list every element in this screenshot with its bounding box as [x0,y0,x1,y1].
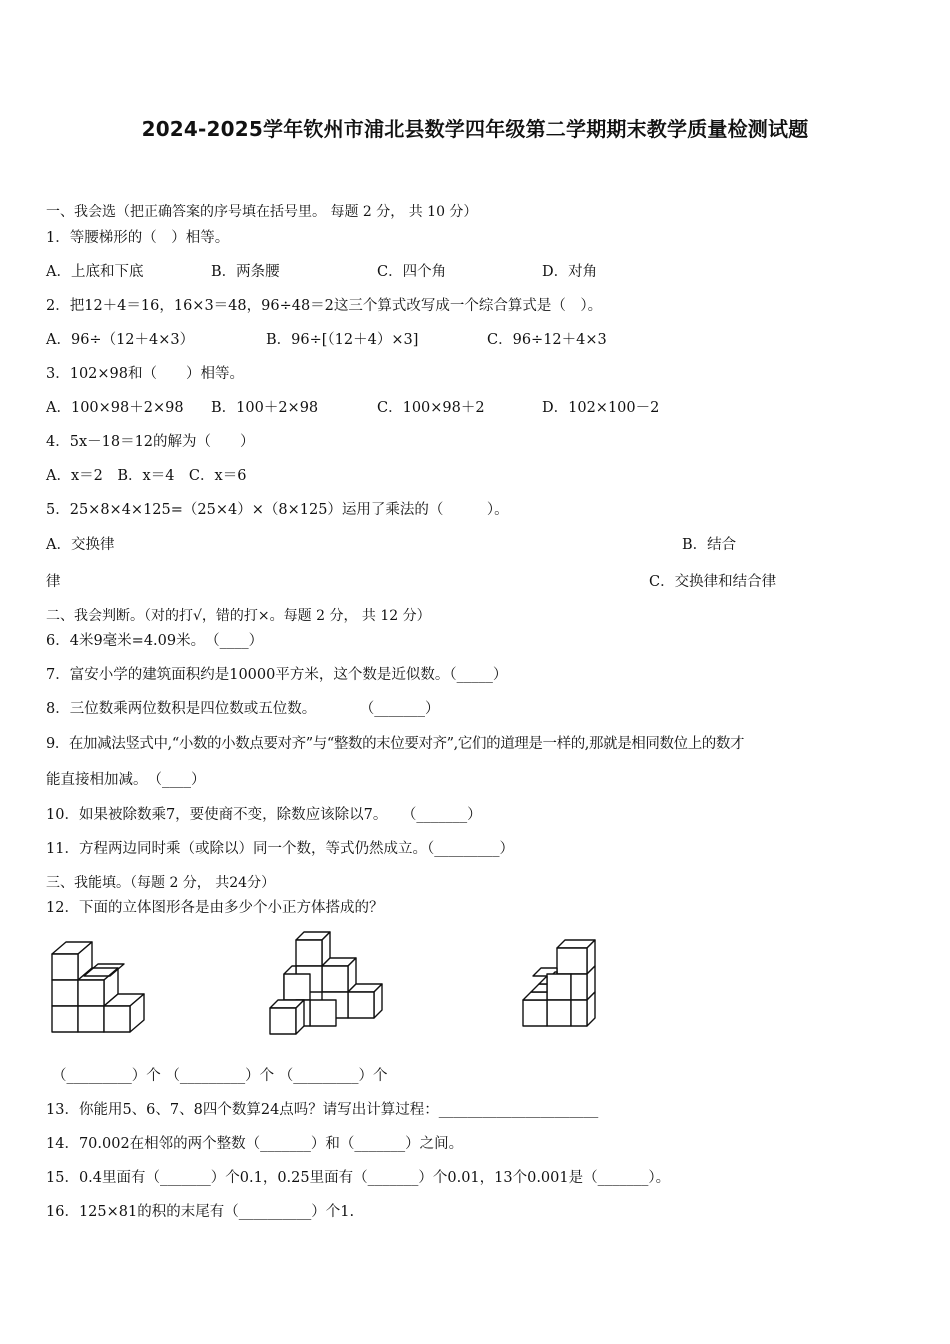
q3-option-c: C．100×98＋2 [377,400,485,416]
q2-option-c: C．96÷12＋4×3 [487,332,607,348]
q2-option-a: A．96÷（12＋4×3） [46,332,195,348]
question-7: 7．富安小学的建筑面积约是10000平方米，这个数是近似数。（_____） [46,667,508,683]
question-9: 9．在加减法竖式中,“小数的小数点要对齐”与“整数的末位要对齐”,它们的道理是一样的,那就是相同数位上的数才 [46,736,745,752]
section-2-heading: 二、我会判断。（对的打√，错的打×。每题 2 分， 共 12 分） [46,608,431,624]
q5-option-b-cont: 律 [46,574,61,590]
q3-option-d: D．102×100－2 [542,400,660,416]
q1-option-c: C．四个角 [377,264,447,280]
question-9-cont: 能直接相加减。 （____） [46,772,206,788]
q5-option-b: B．结合 [682,537,737,553]
question-4: 4．5x－18＝12的解为（ ） [46,434,255,450]
q1-option-d: D．对角 [542,264,598,280]
question-14: 14．70.002在相邻的两个整数（_______）和（_______）之间。 [46,1136,464,1152]
q5-option-a: A．交换律 [46,537,115,553]
cube-figure-1 [44,936,156,1040]
question-12: 12．下面的立体图形各是由多少个小正方体搭成的？ [46,900,384,916]
question-10: 10．如果被除数乘7，要使商不变，除数应该除以7。 （_______） [46,807,482,823]
question-11: 11．方程两边同时乘（或除以）同一个数，等式仍然成立。（_________） [46,841,514,857]
q1-option-a: A．上底和下底 [46,264,144,280]
section-3-heading: 三、我能填。（每题 2 分， 共24分） [46,875,276,891]
q12-answer-blanks[interactable]: （_________）个 （_________）个 （_________）个 [52,1068,388,1084]
q3-option-a: A．100×98＋2×98 [46,400,184,416]
cube-figure-2 [266,928,390,1040]
question-5: 5．25×8×4×125=（25×4）×（8×125）运用了乘法的（ ）。 [46,502,509,518]
question-13: 13．你能用5、6、7、8四个数算24点吗？请写出计算过程：______________________ [46,1102,599,1118]
section-1-heading: 一、我会选（把正确答案的序号填在括号里。 每题 2 分， 共 10 分） [46,204,478,220]
q2-option-b: B．96÷[（12＋4）×3] [266,332,419,348]
cube-figure-3 [517,936,603,1040]
q5-option-c: C．交换律和结合律 [649,574,777,590]
question-1: 1．等腰梯形的（ ）相等。 [46,230,230,246]
q1-option-b: B．两条腰 [211,264,280,280]
question-3: 3．102×98和（ ）相等。 [46,366,245,382]
q4-options: A．x＝2 B．x＝4 C．x＝6 [46,468,247,484]
q3-option-b: B．100＋2×98 [211,400,319,416]
question-8: 8．三位数乘两位数积是四位数或五位数。 （_______） [46,701,440,717]
question-6: 6．4米9毫米=4.09米。 （____） [46,633,264,649]
page-title: 2024-2025学年钦州市浦北县数学四年级第二学期期末教学质量检测试题 [141,117,809,141]
question-15: 15．0.4里面有（_______）个0.1，0.25里面有（_______）个0.01，13个0.001是（_______）。 [46,1170,671,1186]
question-2: 2．把12＋4＝16，16×3＝48，96÷48＝2这三个算式改写成一个综合算式是（ ）。 [46,298,603,314]
question-16: 16．125×81的积的末尾有（__________）个1. [46,1204,355,1220]
